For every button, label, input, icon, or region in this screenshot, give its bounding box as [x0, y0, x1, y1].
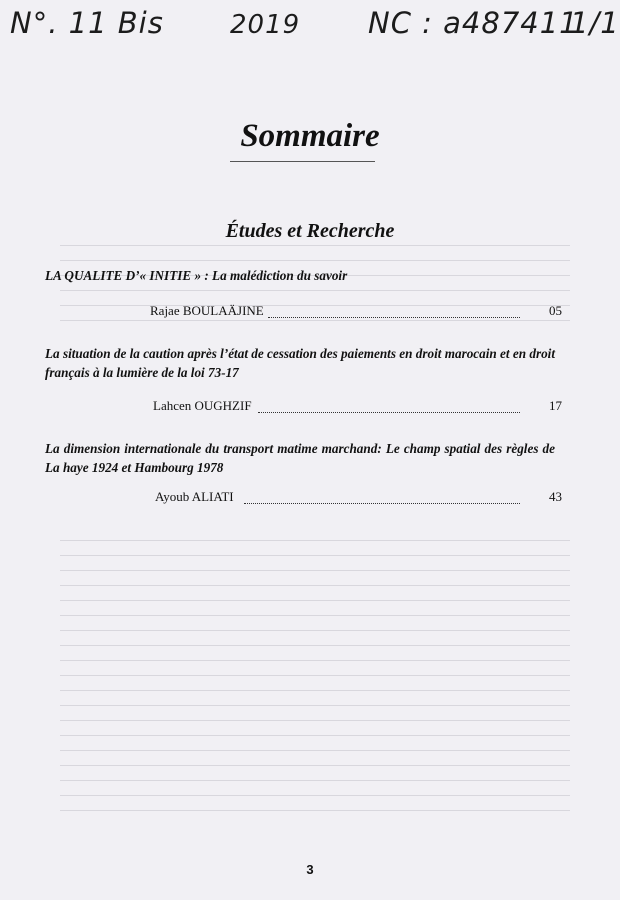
- show-through-texture: [60, 540, 570, 825]
- entry-author: Ayoub ALIATI: [155, 489, 234, 504]
- handwritten-year: 2019: [230, 10, 301, 40]
- entry-page: 05: [549, 303, 562, 318]
- entry-author-line: [0, 398, 620, 416]
- section-heading: Études et Recherche: [225, 220, 395, 242]
- entry-title: La situation de la caution après l’état de cessation des paiements en droit marocain et en droit français à la lumière de la loi 73-17: [45, 346, 555, 380]
- leader-dots: [244, 489, 520, 504]
- handwritten-issue-number: N°. 11 Bis: [10, 6, 164, 40]
- entry-author-line: [0, 303, 620, 321]
- entry-title: LA QUALITE D’« INITIE » : La malédiction du savoir: [45, 268, 348, 283]
- entry-author-line: [0, 489, 620, 507]
- entry-page: 43: [549, 489, 562, 504]
- title-underline: [230, 161, 375, 162]
- page-title: Sommaire: [240, 118, 380, 154]
- entry-author: Lahcen OUGHZIF: [153, 398, 252, 413]
- entry-title: La dimension internationale du transport matime marchand: Le champ spatial des règles de La haye 1924 et Hambourg 1978: [45, 441, 555, 475]
- handwritten-page-count: 1/1: [570, 6, 620, 40]
- entry-author: Rajae BOULAÄJINE: [150, 303, 264, 318]
- leader-dots: [258, 398, 520, 413]
- show-through-texture: [60, 245, 570, 335]
- page-number: 3: [306, 862, 314, 877]
- leader-dots: [268, 303, 520, 318]
- entry-page: 17: [549, 398, 562, 413]
- handwritten-catalog-number: NC : a487411: [368, 6, 579, 40]
